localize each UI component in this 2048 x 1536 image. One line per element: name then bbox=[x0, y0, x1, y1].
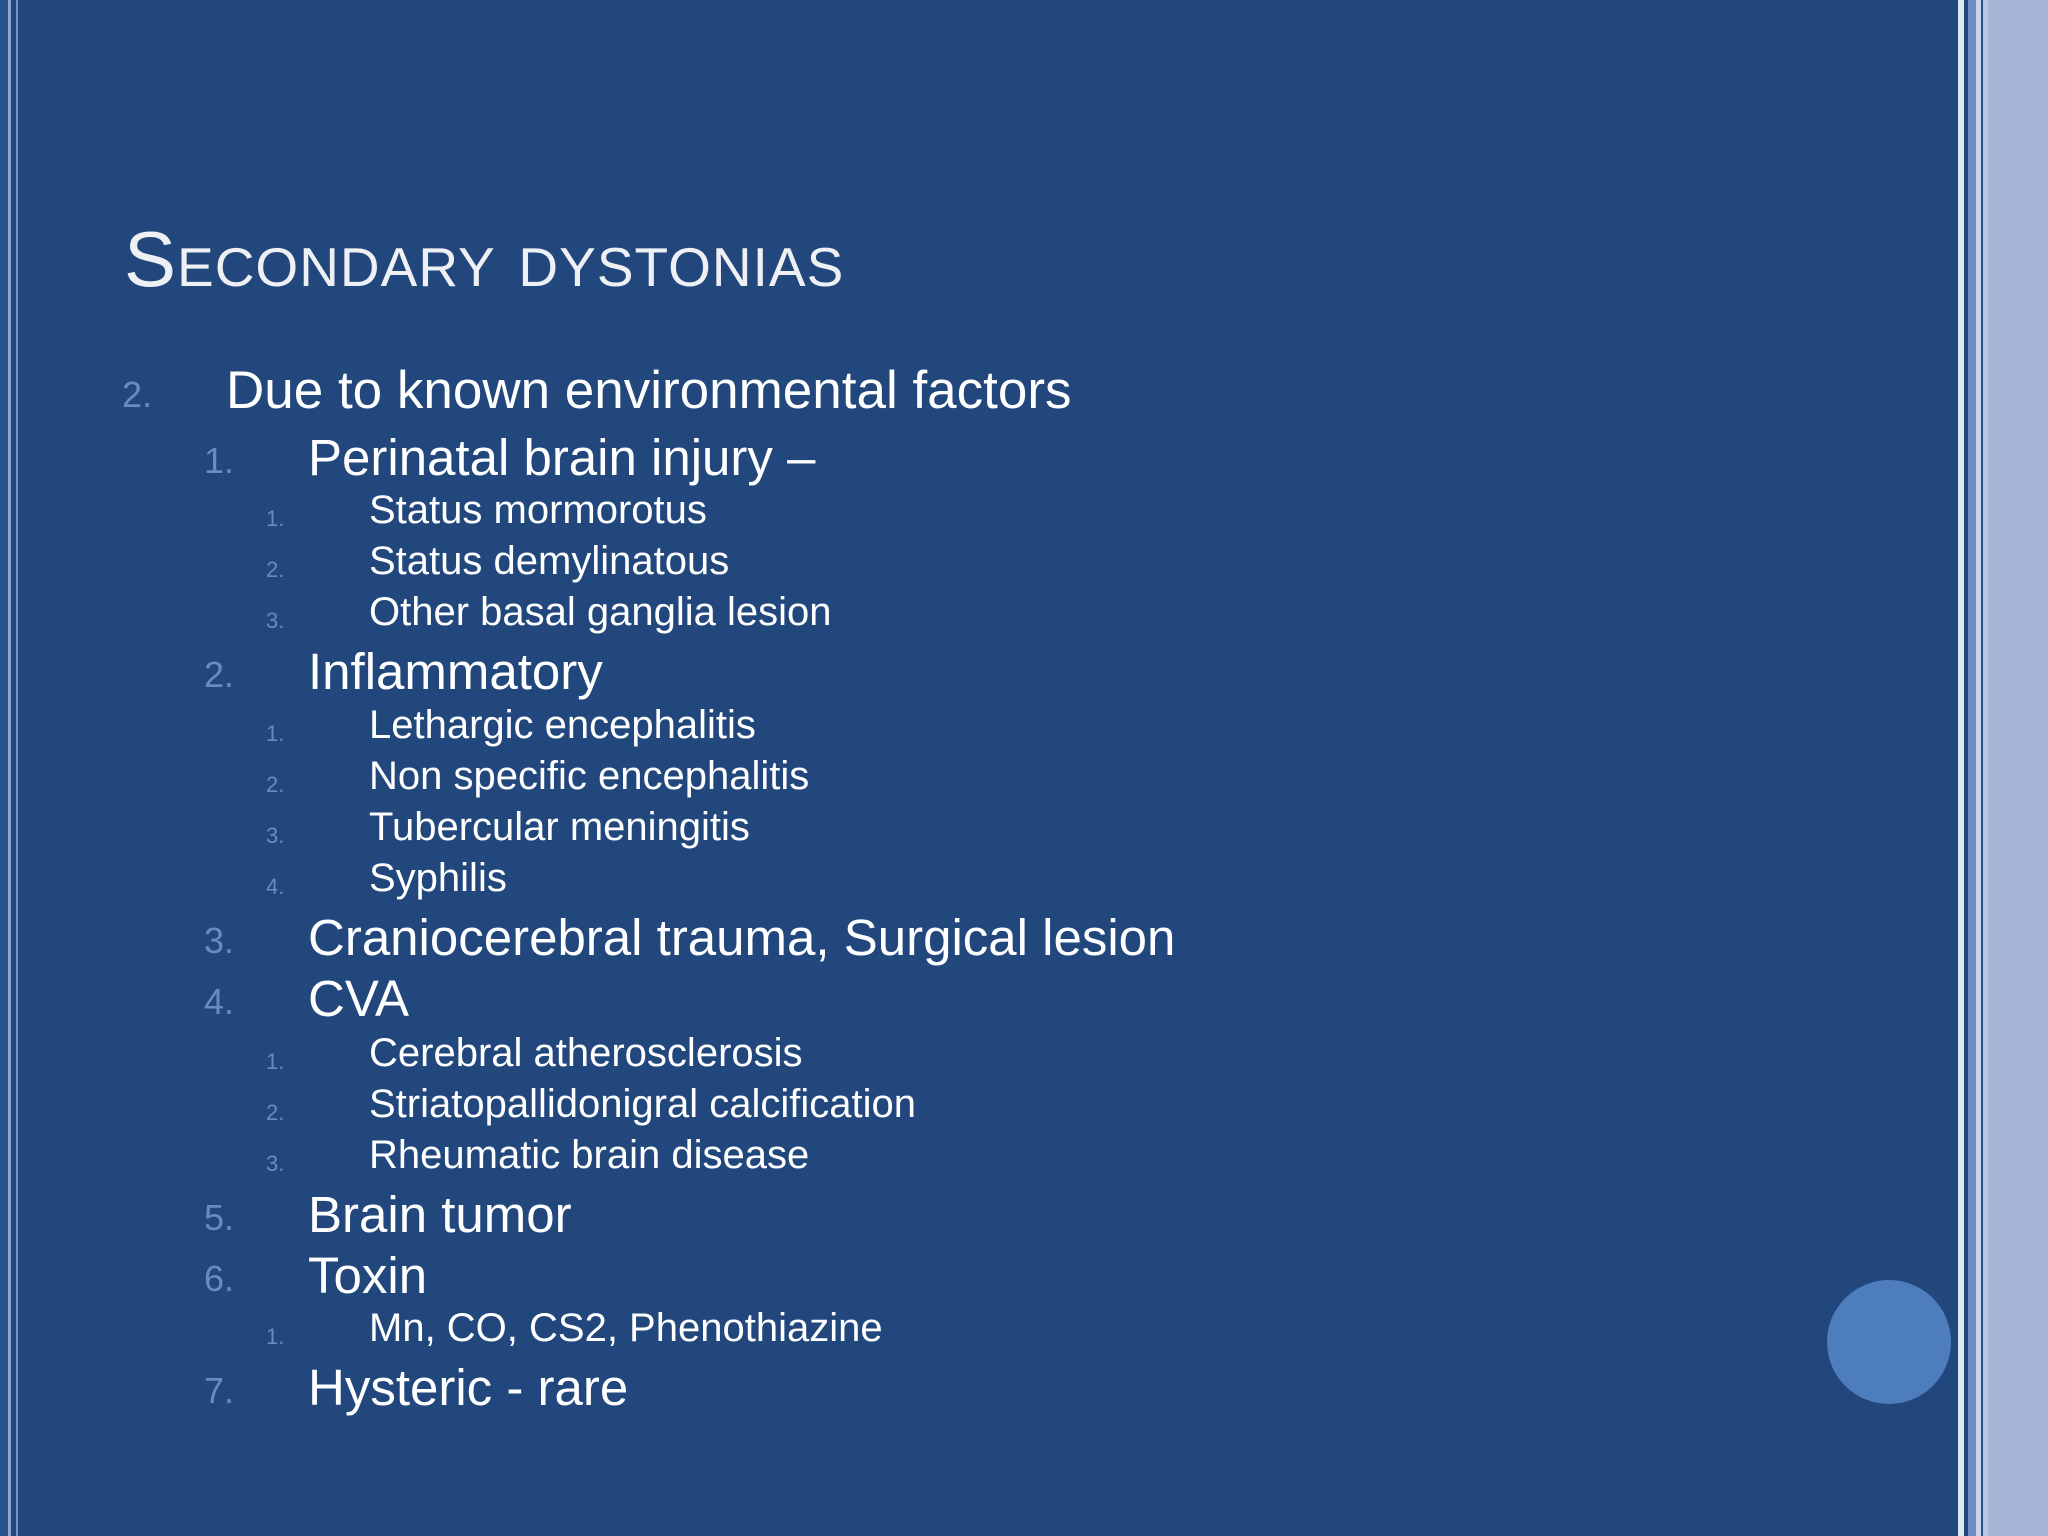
list-text: CVA bbox=[308, 970, 410, 1027]
list-number: 3. bbox=[266, 823, 285, 848]
left-frame-line bbox=[8, 0, 11, 1536]
list-number: 2. bbox=[122, 374, 153, 415]
list-text: Striatopallidonigral calcification bbox=[369, 1082, 916, 1126]
list-number: 1. bbox=[204, 440, 235, 481]
list-number: 2. bbox=[266, 557, 285, 582]
list-text: Syphilis bbox=[369, 856, 507, 900]
list-number: 4. bbox=[204, 981, 235, 1022]
list-text: Inflammatory bbox=[308, 643, 603, 700]
list-text: Toxin bbox=[308, 1247, 428, 1304]
list-number: 5. bbox=[204, 1197, 235, 1238]
list-text: Craniocerebral trauma, Surgical lesion bbox=[308, 909, 1176, 966]
list-text: Cerebral atherosclerosis bbox=[369, 1031, 803, 1075]
list-number: 1. bbox=[266, 721, 285, 746]
list-text: Brain tumor bbox=[308, 1186, 572, 1243]
list-text: Mn, CO, CS2, Phenothiazine bbox=[369, 1306, 883, 1350]
list-text: Rheumatic brain disease bbox=[369, 1133, 810, 1177]
list-number: 2. bbox=[204, 654, 235, 695]
list-number: 2. bbox=[266, 1100, 285, 1125]
right-frame-stripe bbox=[1968, 0, 1976, 1536]
list-number: 4. bbox=[266, 874, 285, 899]
slide-title: Secondary dystonias bbox=[124, 215, 845, 303]
list-text: Lethargic encephalitis bbox=[369, 703, 756, 747]
list-text: Hysteric - rare bbox=[308, 1359, 629, 1416]
list-text: Due to known environmental factors bbox=[226, 361, 1072, 420]
list-number: 3. bbox=[266, 608, 285, 633]
list-number: 3. bbox=[266, 1151, 285, 1176]
list-number: 7. bbox=[204, 1370, 235, 1411]
list-text: Status demylinatous bbox=[369, 539, 730, 583]
list-number: 3. bbox=[204, 920, 235, 961]
decorative-circle bbox=[1827, 1280, 1951, 1404]
list-number: 6. bbox=[204, 1258, 235, 1299]
list-text: Status mormorotus bbox=[369, 488, 707, 532]
right-frame-stripe bbox=[1983, 0, 1988, 1536]
list-text: Perinatal brain injury – bbox=[308, 429, 816, 486]
left-frame-line bbox=[16, 0, 18, 1536]
left-frame-line bbox=[0, 0, 8, 1536]
list-text: Tubercular meningitis bbox=[369, 805, 750, 849]
list-number: 1. bbox=[266, 506, 285, 531]
list-text: Other basal ganglia lesion bbox=[369, 590, 832, 634]
list-number: 1. bbox=[266, 1049, 285, 1074]
list-text: Non specific encephalitis bbox=[369, 754, 810, 798]
list-number: 1. bbox=[266, 1324, 285, 1349]
list-number: 2. bbox=[266, 772, 285, 797]
